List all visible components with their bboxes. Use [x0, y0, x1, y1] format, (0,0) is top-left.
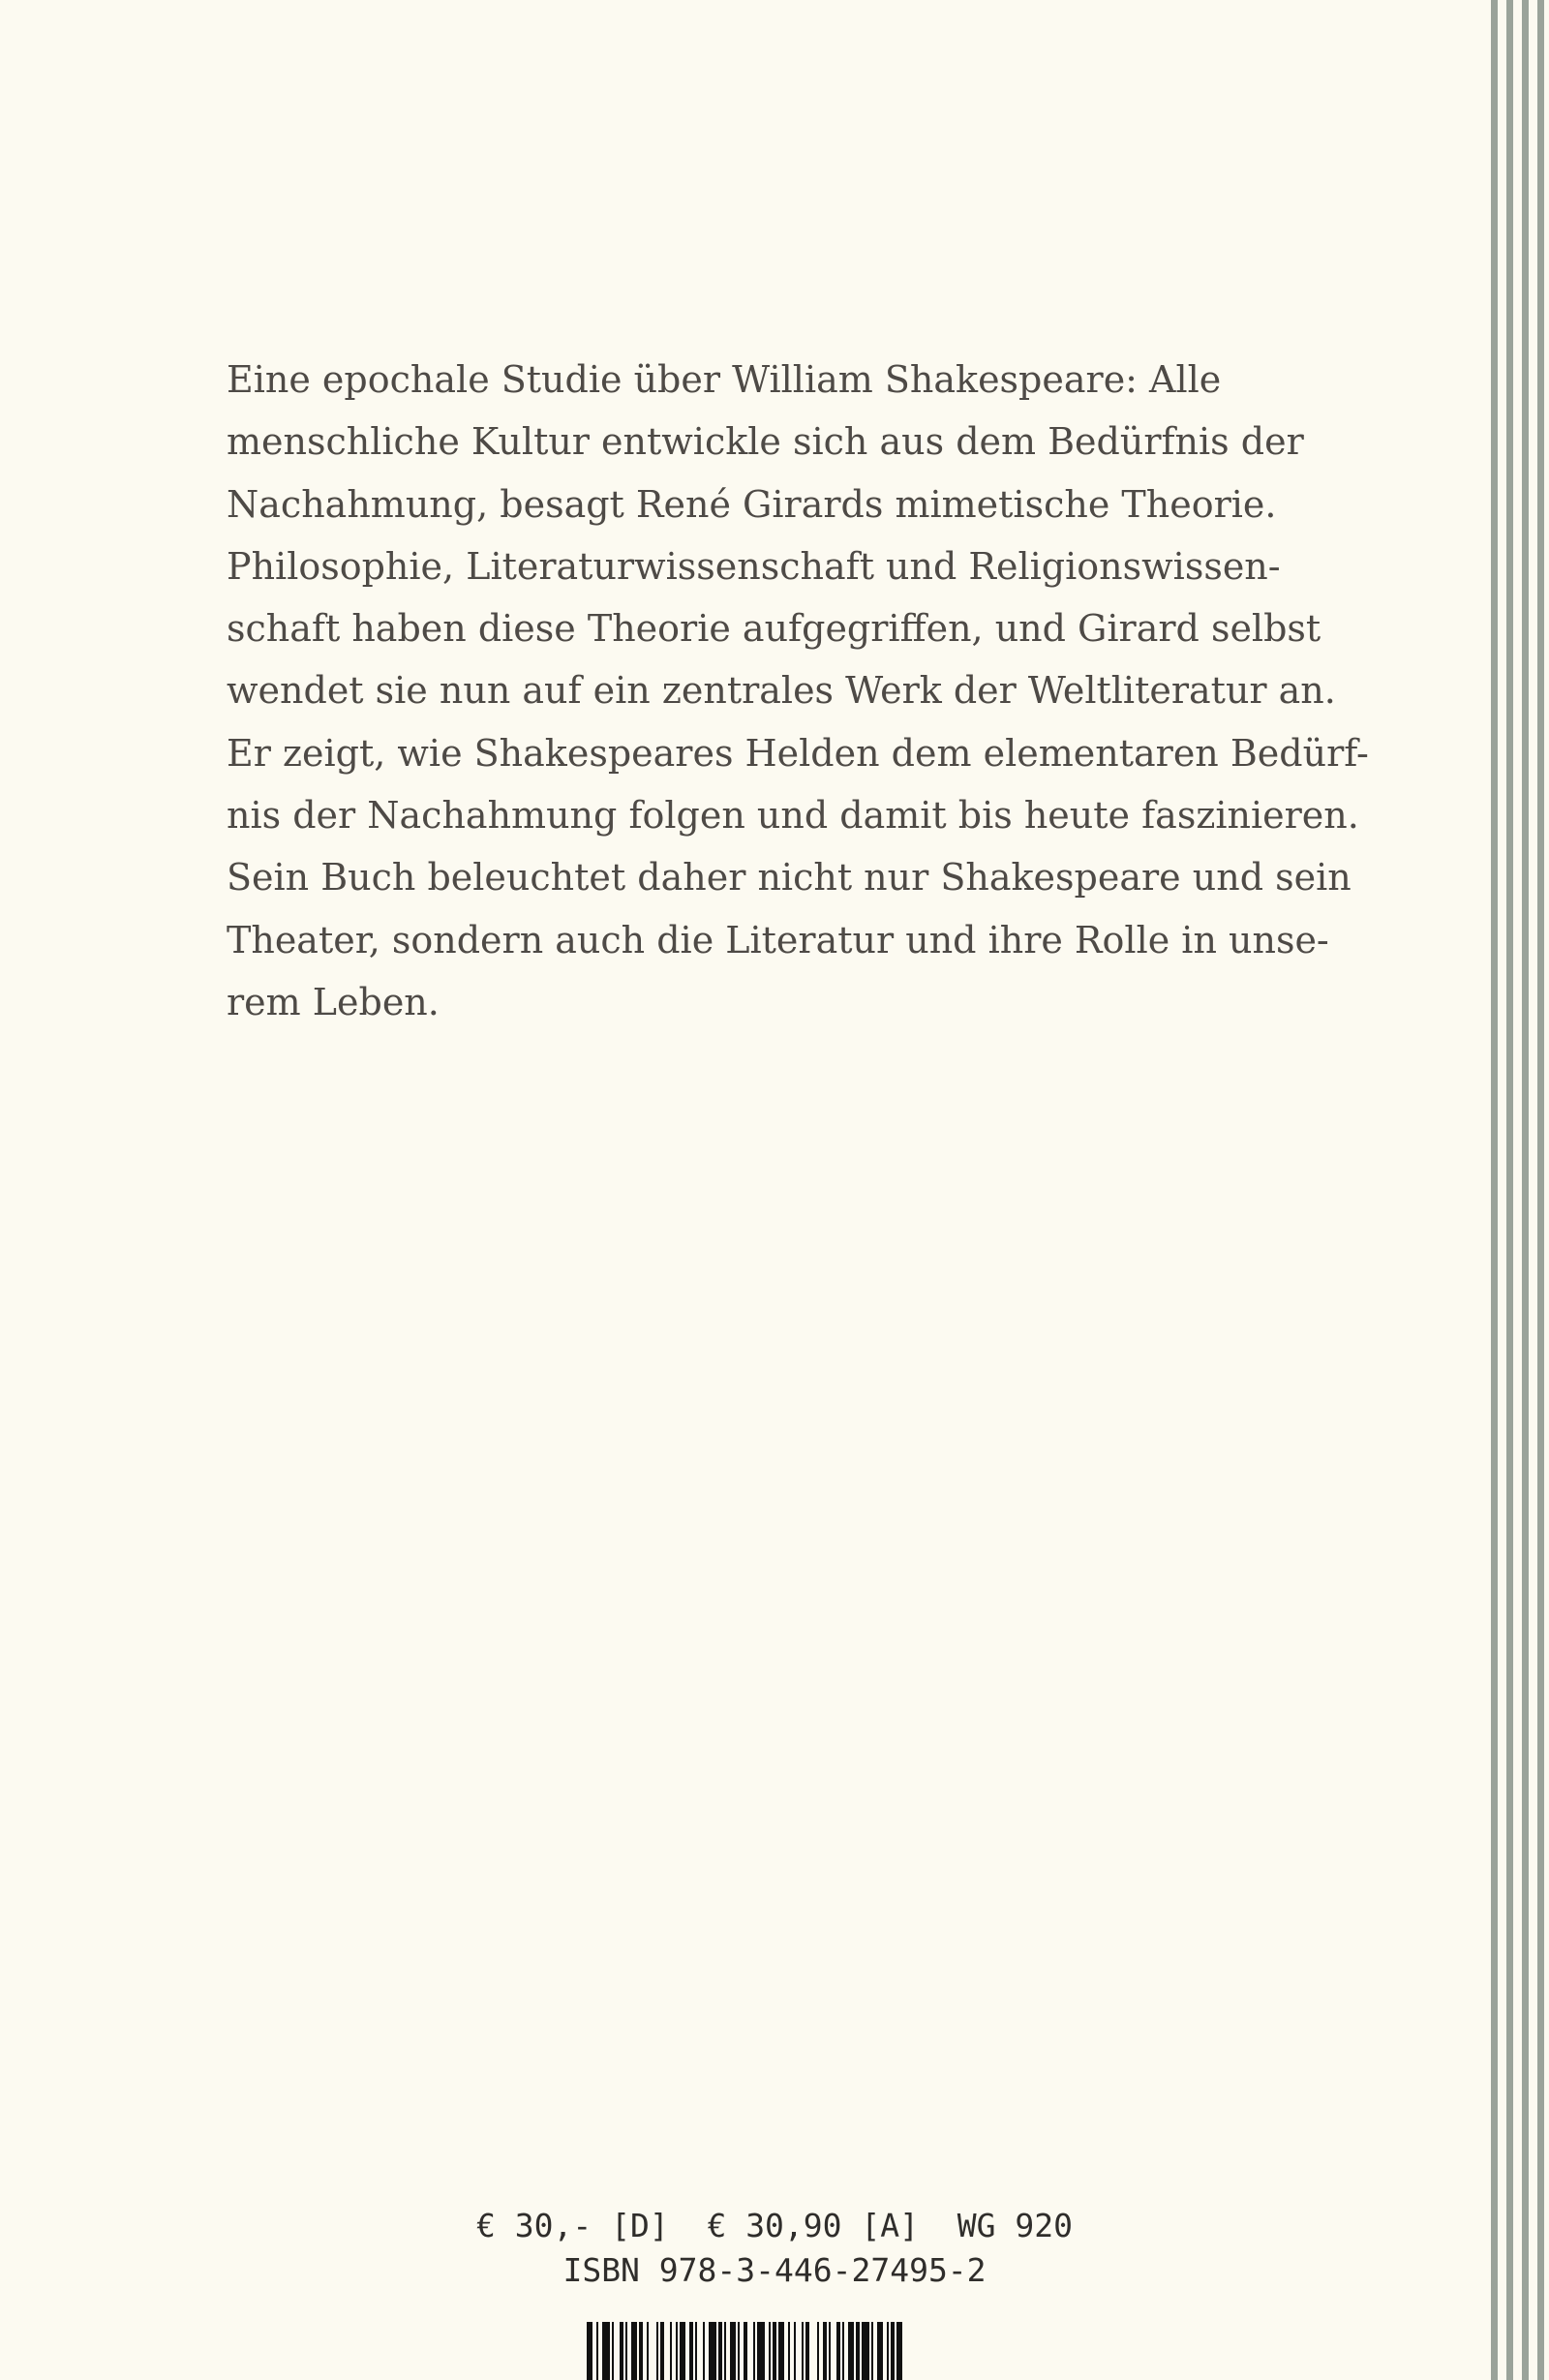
blurb-line: Theater, sondern auch die Literatur und ihre Rolle in unse-	[227, 918, 1329, 961]
decorative-stripes	[1489, 0, 1549, 2380]
isbn-line: ISBN 978-3-446-27495-2	[562, 2251, 987, 2289]
blurb-line: Philosophie, Literaturwissenschaft und Religionswissen-	[227, 544, 1281, 588]
stripe	[1537, 0, 1544, 2380]
blurb-line: rem Leben.	[227, 980, 440, 1023]
stripe	[1522, 0, 1529, 2380]
blurb-text	[227, 349, 1369, 1033]
blurb-line: schaft haben diese Theorie aufgegriffen, und Girard selbst	[227, 607, 1321, 651]
stripe	[1506, 0, 1513, 2380]
price-info	[0, 2204, 1549, 2293]
blurb-line: wendet sie nun auf ein zentrales Werk der Weltliteratur an.	[227, 669, 1336, 713]
blurb-line: nis der Nachahmung folgen und damit bis heute faszinieren.	[227, 794, 1359, 838]
stripe	[1491, 0, 1498, 2380]
blurb-line: Eine epochale Studie über William Shakespeare: Alle	[227, 358, 1222, 401]
blurb-line: Sein Buch beleuchtet daher nicht nur Shakespeare und sein	[227, 856, 1352, 900]
blurb-line: Er zeigt, wie Shakespeares Helden dem elementaren Bedürf-	[227, 731, 1369, 775]
blurb-line: menschliche Kultur entwickle sich aus dem Bedürfnis der	[227, 420, 1304, 464]
barcode-icon	[587, 2322, 960, 2380]
blurb-line: Nachahmung, besagt René Girards mimetische Theorie.	[227, 482, 1277, 526]
price-line: € 30,- [D] € 30,90 [A] WG 920	[476, 2207, 1073, 2244]
